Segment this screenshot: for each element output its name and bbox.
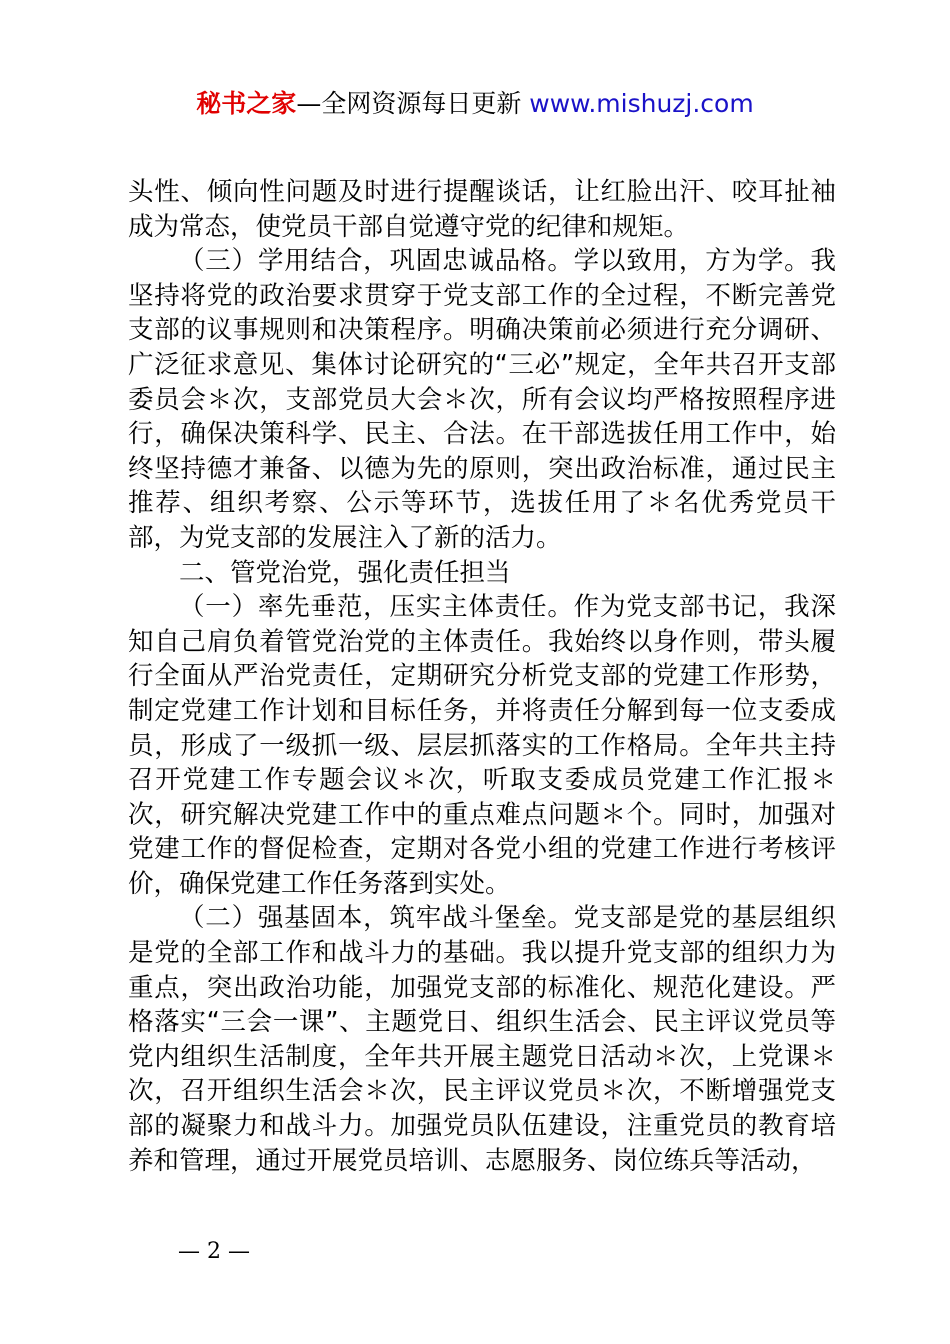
- paragraph-continuation: 头性、倾向性问题及时进行提醒谈话，让红脸出汗、咬耳扯袖成为常态，使党员干部自觉遵守党的纪律和规矩。: [128, 177, 836, 242]
- paragraph-subsection-2: （二）强基固本，筑牢战斗堡垒。党支部是党的基层组织是党的全部工作和战斗力的基础。我以提升党支部的组织力为重点，突出政治功能，加强党支部的标准化、规范化建设。严格落实“三会一课”、主题党日、组织生活会、民主评议党员等党内组织生活制度，全年共开展主题党日活动＊次，上党课＊次，召开组织生活会＊次，民主评议党员＊次，不断增强党支部的凝聚力和战斗力。加强党员队伍建设，注重党员的教育培养和管理，通过开展党员培训、志愿服务、岗位练兵等活动，: [128, 903, 836, 1176]
- paragraph-section-3: （三）学用结合，巩固忠诚品格。学以致用，方为学。我坚持将党的政治要求贯穿于党支部工作的全过程，不断完善党支部的议事规则和决策程序。明确决策前必须进行充分调研、广泛征求意见、集体讨论研究的“三必”规定，全年共召开支部委员会＊次，支部党员大会＊次，所有会议均严格按照程序进行，确保决策科学、民主、合法。在干部选拔任用工作中，始终坚持德才兼备、以德为先的原则，突出政治标准，通过民主推荐、组织考察、公示等环节，选拔任用了＊名优秀党员干部，为党支部的发展注入了新的活力。: [128, 246, 836, 553]
- header-url-link[interactable]: www.mishuzj.com: [529, 89, 754, 118]
- section-heading-2: 二、管党治党，强化责任担当: [179, 557, 511, 588]
- page-number: — 2 —: [178, 1239, 250, 1264]
- document-body: [128, 175, 836, 1178]
- header-slogan: —全网资源每日更新: [296, 89, 522, 118]
- header-brand: 秘书之家: [196, 89, 297, 118]
- document-header: [0, 86, 950, 122]
- paragraph-subsection-1: （一）率先垂范，压实主体责任。作为党支部书记，我深知自己肩负着管党治党的主体责任。我始终以身作则，带头履行全面从严治党责任，定期研究分析党支部的党建工作形势，制定党建工作计划和目标任务，并将责任分解到每一位支委成员，形成了一级抓一级、层层抓落实的工作格局。全年共主持召开党建工作专题会议＊次，听取支委成员党建工作汇报＊次，研究解决党建工作中的重点难点问题＊个。同时，加强对党建工作的督促检查，定期对各党小组的党建工作进行考核评价，确保党建工作任务落到实处。: [128, 592, 836, 899]
